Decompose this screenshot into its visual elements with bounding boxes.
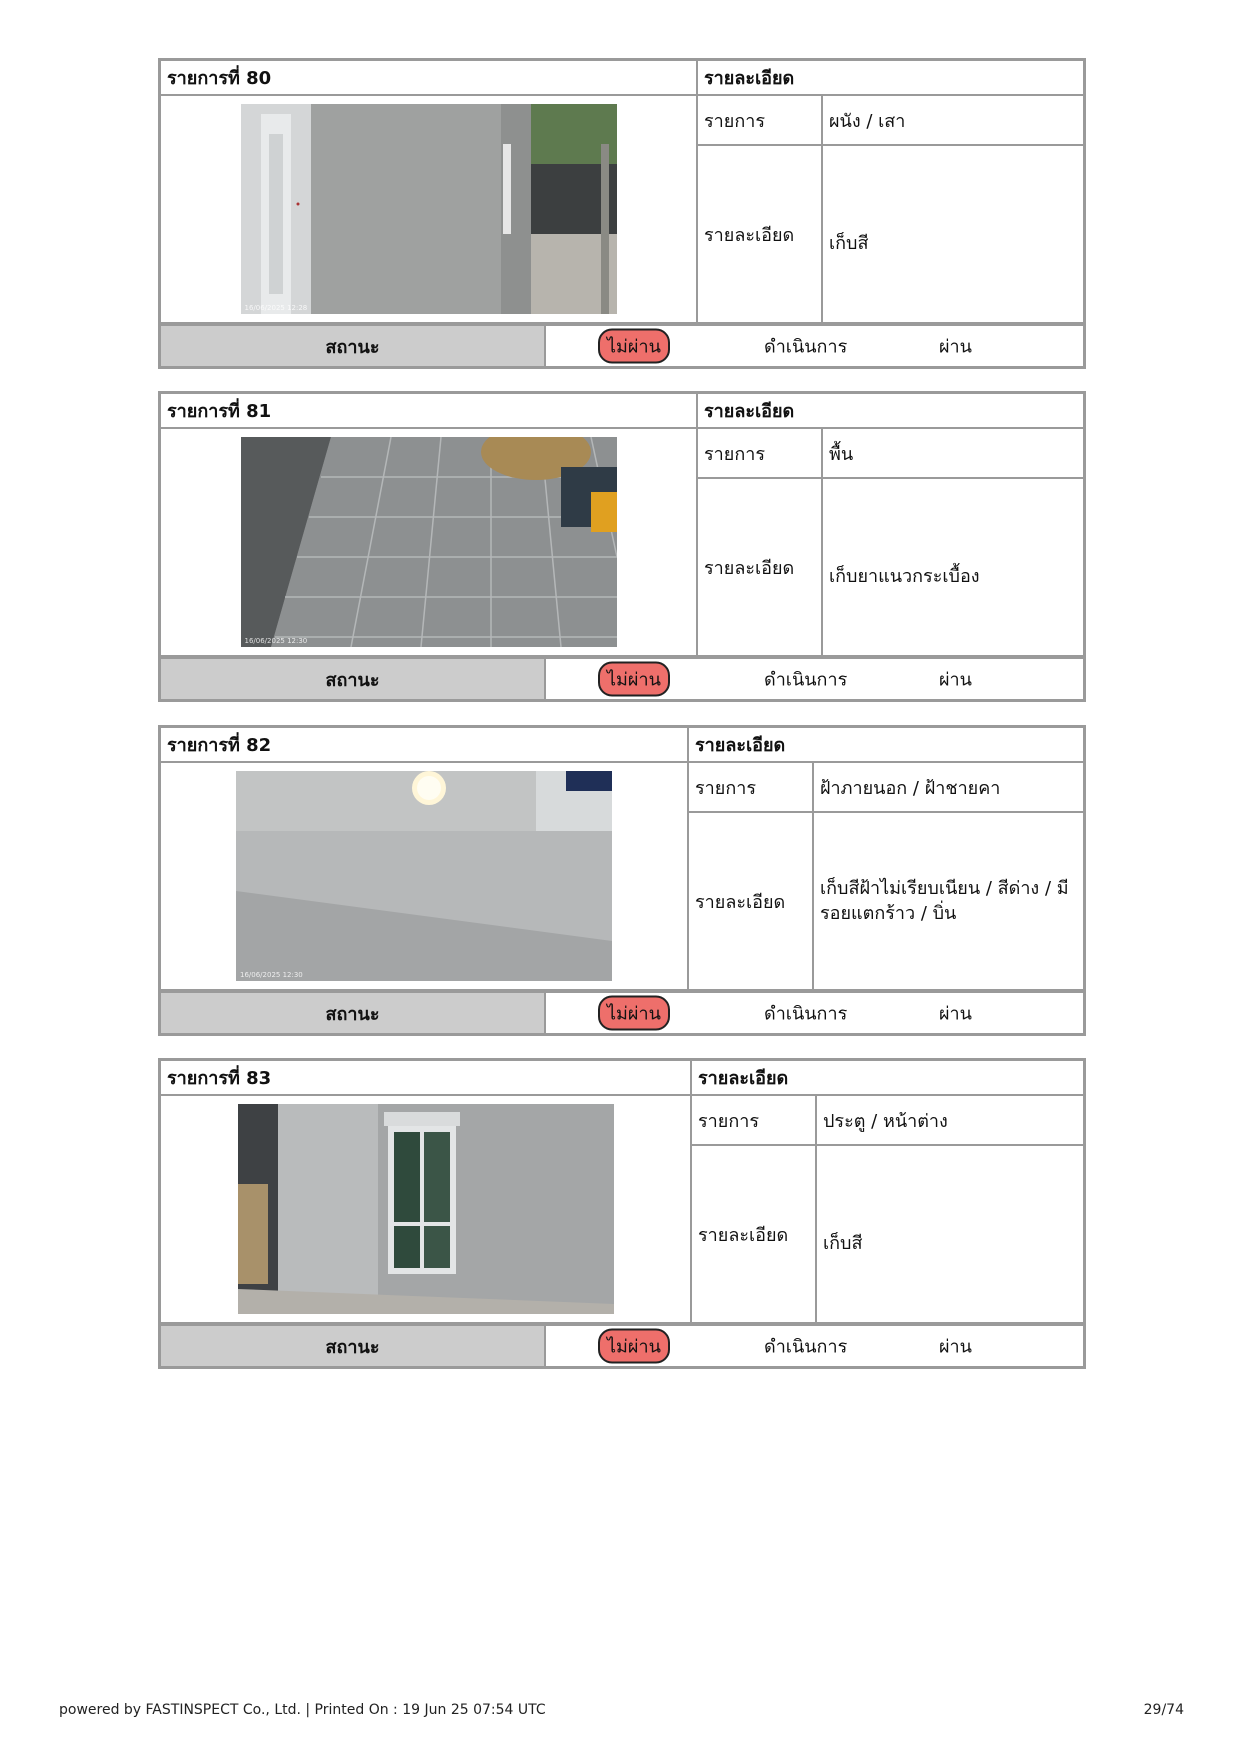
status-bar [161, 324, 1083, 366]
status-label: สถานะ [161, 659, 546, 699]
detail-label: รายละเอียด [697, 145, 822, 323]
detail-header: รายละเอียด [688, 728, 1083, 762]
item-label: รายการ [688, 762, 813, 812]
detail-header: รายละเอียด [691, 1061, 1083, 1095]
status-bar [161, 657, 1083, 699]
item-number: รายการที่ 83 [161, 1061, 691, 1095]
photo-timestamp: 16/06/2025 12:30 [244, 637, 308, 645]
status-in-progress-option[interactable]: ดำเนินการ [764, 336, 848, 358]
status-fail-option[interactable]: ไม่ผ่าน [598, 1329, 670, 1364]
status-label: สถานะ [161, 326, 546, 366]
inspection-photo[interactable] [238, 1104, 614, 1314]
inspection-item-83 [158, 1058, 1086, 1369]
status-options [546, 326, 1083, 366]
status-pass-option[interactable]: ผ่าน [939, 336, 972, 358]
photo-cell [161, 1095, 691, 1323]
status-bar [161, 991, 1083, 1033]
inspection-photo[interactable] [241, 437, 617, 647]
detail-label: รายละเอียด [691, 1145, 816, 1323]
inspection-item-81 [158, 391, 1086, 702]
status-label: สถานะ [161, 1326, 546, 1366]
item-number: รายการที่ 80 [161, 61, 697, 95]
page-number: 29/74 [1143, 1702, 1184, 1718]
photo-cell [161, 762, 688, 990]
status-in-progress-option[interactable]: ดำเนินการ [764, 1003, 848, 1025]
photo-cell [161, 95, 697, 323]
inspection-photo[interactable] [241, 104, 617, 314]
status-options [546, 1326, 1083, 1366]
detail-value: เก็บสี [816, 1145, 1083, 1323]
item-value: ผนัง / เสา [822, 95, 1083, 145]
item-label: รายการ [691, 1095, 816, 1145]
status-fail-option[interactable]: ไม่ผ่าน [598, 329, 670, 364]
item-number: รายการที่ 82 [161, 728, 688, 762]
item-value: ประตู / หน้าต่าง [816, 1095, 1083, 1145]
photo-cell [161, 428, 697, 656]
inspection-item-82 [158, 725, 1086, 1036]
detail-header: รายละเอียด [697, 394, 1083, 428]
status-options [546, 993, 1083, 1033]
item-label: รายการ [697, 95, 822, 145]
item-label: รายการ [697, 428, 822, 478]
detail-label: รายละเอียด [697, 478, 822, 656]
status-options [546, 659, 1083, 699]
status-pass-option[interactable]: ผ่าน [939, 669, 972, 691]
status-pass-option[interactable]: ผ่าน [939, 1336, 972, 1358]
status-fail-option[interactable]: ไม่ผ่าน [598, 996, 670, 1031]
item-value: ฝ้าภายนอก / ฝ้าชายคา [813, 762, 1083, 812]
inspection-photo[interactable] [236, 771, 612, 981]
detail-value: เก็บสีฝ้าไม่เรียบเนียน / สีด่าง / มีรอยแตกร้าว / บิ่น [813, 812, 1083, 990]
detail-header: รายละเอียด [697, 61, 1083, 95]
inspection-item-80 [158, 58, 1086, 369]
status-pass-option[interactable]: ผ่าน [939, 1003, 972, 1025]
photo-timestamp: 16/06/2025 12:30 [240, 971, 303, 979]
photo-timestamp: 16/06/2025 12:28 [244, 304, 308, 312]
item-number: รายการที่ 81 [161, 394, 697, 428]
footer-credit: powered by FASTINSPECT Co., Ltd. | Printed On : 19 Jun 25 07:54 UTC [59, 1702, 546, 1718]
item-value: พื้น [822, 428, 1083, 478]
detail-value: เก็บสี [822, 145, 1083, 323]
status-in-progress-option[interactable]: ดำเนินการ [764, 669, 848, 691]
detail-value: เก็บยาแนวกระเบื้อง [822, 478, 1083, 656]
status-label: สถานะ [161, 993, 546, 1033]
detail-label: รายละเอียด [688, 812, 813, 990]
status-bar [161, 1324, 1083, 1366]
status-fail-option[interactable]: ไม่ผ่าน [598, 662, 670, 697]
status-in-progress-option[interactable]: ดำเนินการ [764, 1336, 848, 1358]
